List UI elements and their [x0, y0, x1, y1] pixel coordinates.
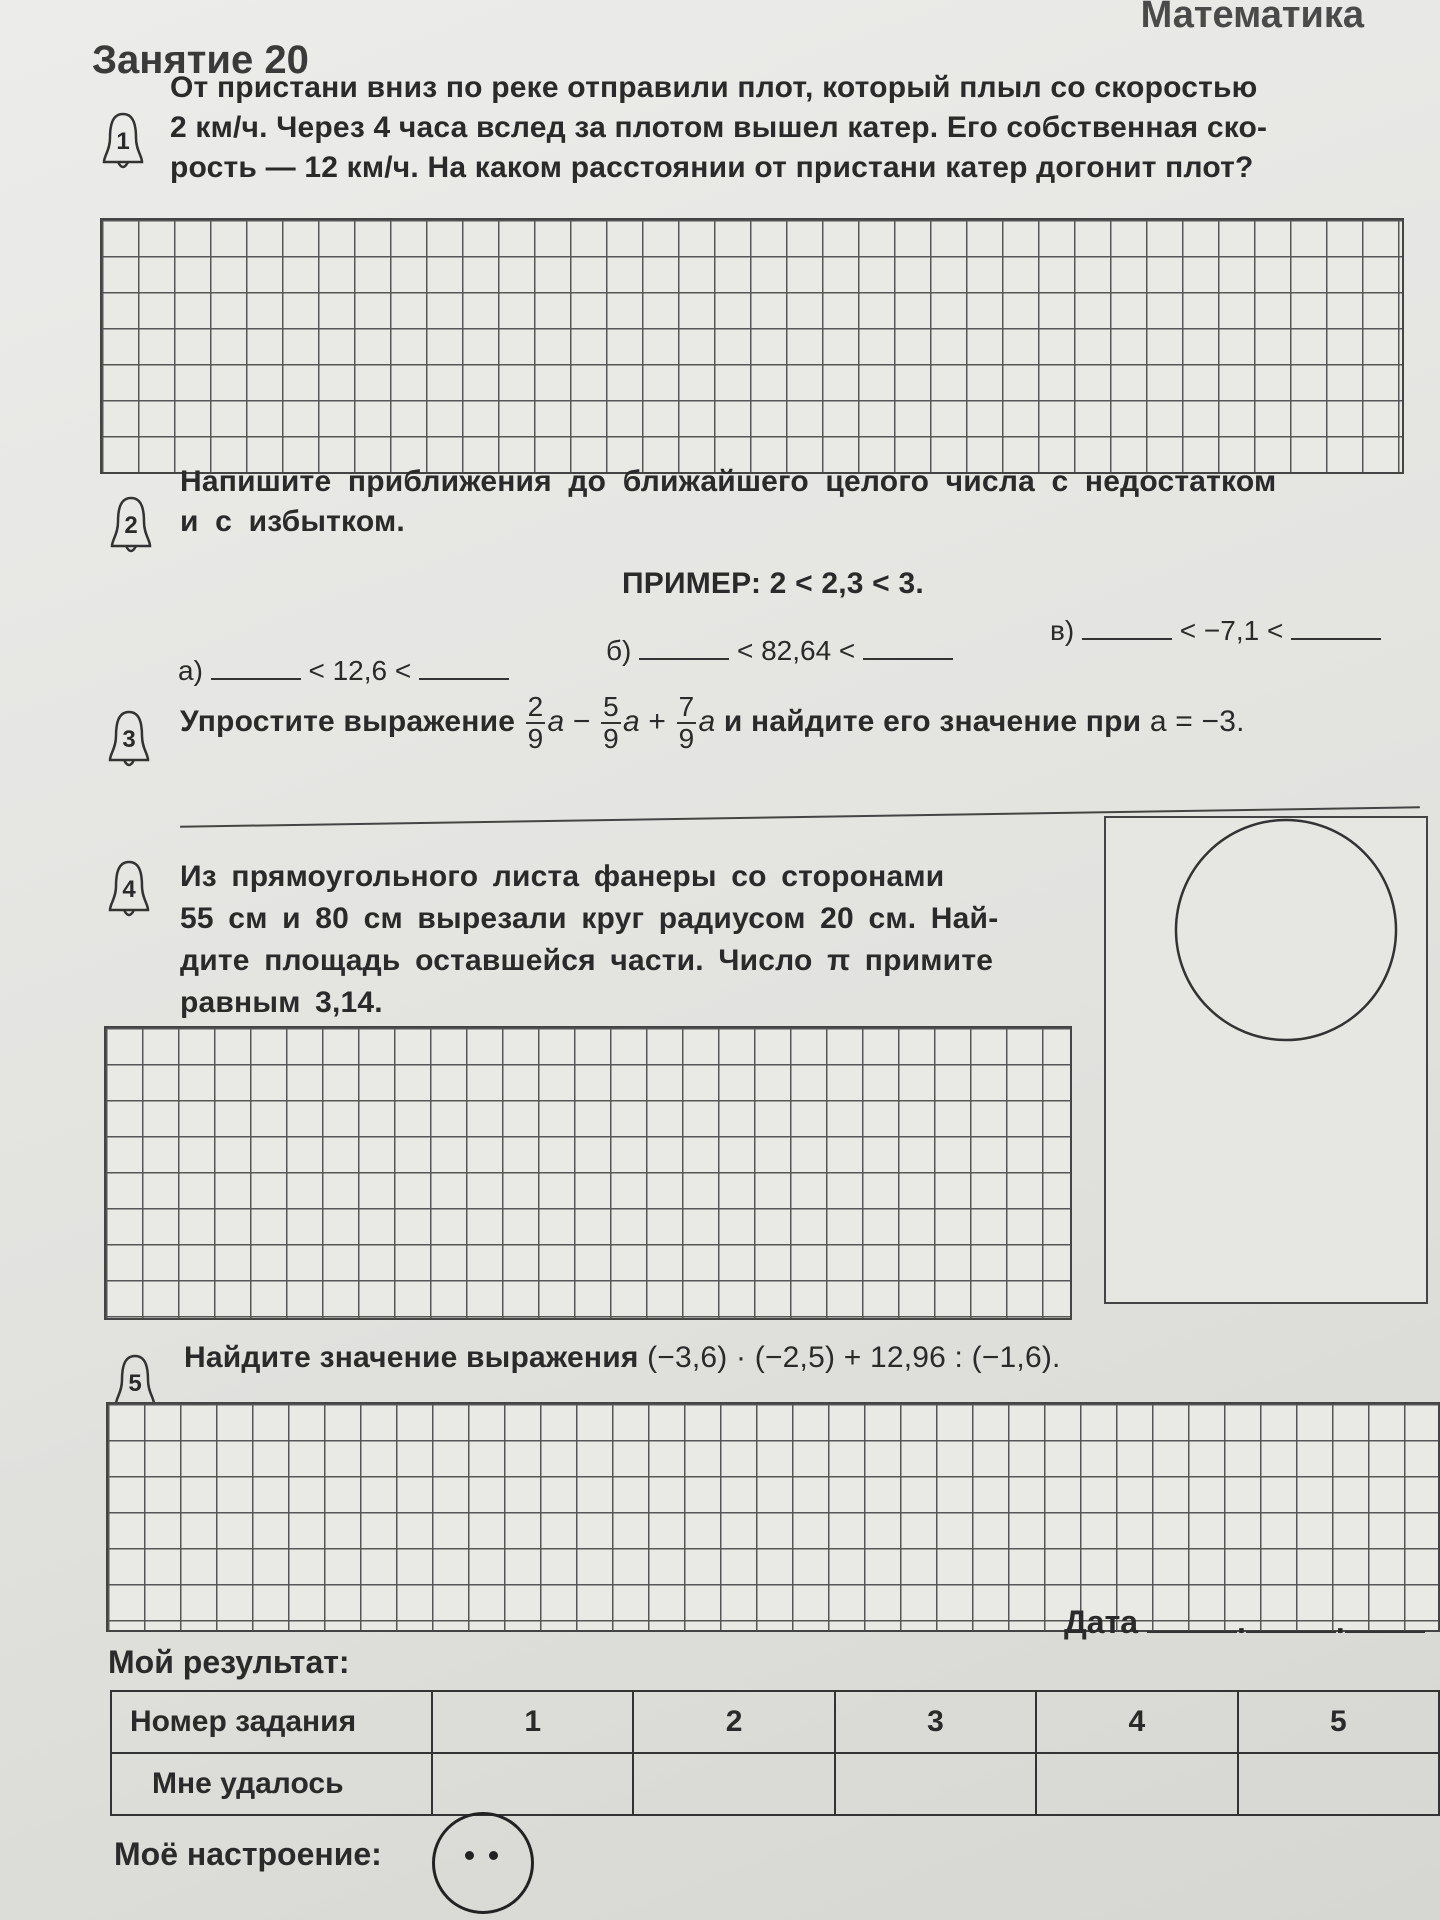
task-number: 4 — [122, 876, 136, 903]
date-label: Дата — [1064, 1604, 1139, 1640]
task-5-text — [184, 1338, 1061, 1378]
task-number: 5 — [128, 1370, 142, 1397]
row-header: Мне удалось — [111, 1753, 432, 1815]
result-title: Мой результат: — [108, 1644, 350, 1680]
plywood-figure — [1104, 816, 1428, 1304]
task-4-line: Из прямоугольного листа фанеры со сторонами — [180, 860, 945, 893]
column-number: 1 — [432, 1691, 633, 1753]
task-number-badge-1 — [100, 110, 146, 172]
blank-field[interactable] — [211, 652, 301, 680]
lesson-title: Занятие 20 — [92, 38, 309, 82]
task-4-line: 55 см и 80 см вырезали круг радиусом 20 см. Най- — [180, 902, 999, 935]
operator: + — [648, 704, 667, 738]
blank-field[interactable] — [1082, 612, 1172, 640]
task-2c — [1050, 612, 1381, 647]
item-label: в) — [1050, 615, 1075, 646]
task-3-text — [180, 692, 1245, 754]
column-number: 5 — [1238, 1691, 1439, 1753]
eye-icon — [489, 1851, 498, 1860]
task-3-suffix: и найдите его значение при — [723, 704, 1142, 738]
task-3-prefix: Упростите выражение — [180, 704, 516, 738]
date-day-field[interactable] — [1147, 1605, 1237, 1633]
date-separator: . — [1236, 1604, 1246, 1640]
result-cell[interactable] — [633, 1753, 834, 1815]
item-label: б) — [606, 635, 632, 666]
task-2-line: и с избытком. — [180, 505, 405, 538]
cut-circle — [1176, 820, 1396, 1040]
blank-field[interactable] — [419, 652, 509, 680]
task-2-line: Напишите приближения до ближайшего целого числа с недостатком — [180, 465, 1277, 498]
task-3-value: a = −3. — [1149, 704, 1245, 738]
task-1-text — [170, 68, 1420, 188]
item-expression: < 82,64 < — [736, 635, 856, 666]
blank-field[interactable] — [863, 632, 953, 660]
table-row — [111, 1691, 1439, 1753]
item-expression: < 12,6 < — [308, 655, 412, 686]
answer-grid-4[interactable] — [104, 1026, 1072, 1320]
result-cell[interactable] — [1238, 1753, 1439, 1815]
task-4-line: дите площадь оставшейся части. Число π примите — [180, 944, 994, 977]
variable: a — [622, 704, 640, 738]
answer-grid-1[interactable] — [100, 218, 1404, 474]
result-table — [110, 1690, 1440, 1816]
task-number: 3 — [122, 726, 136, 753]
task-2-text — [180, 462, 1420, 542]
task-number-badge-4 — [106, 858, 152, 920]
row-header: Номер задания — [111, 1691, 432, 1753]
date-year-field[interactable] — [1345, 1605, 1425, 1633]
operator: − — [572, 704, 591, 738]
answer-grid-5[interactable] — [106, 1402, 1440, 1632]
fraction: $\frac{7}{9}$ — [678, 691, 695, 754]
result-cell[interactable] — [432, 1753, 633, 1815]
task-4-text — [180, 856, 1060, 1024]
task-1-line: От пристани вниз по реке отправили плот, который плыл со скоростью — [170, 71, 1258, 104]
task-2b — [606, 632, 953, 667]
blank-field[interactable] — [639, 632, 729, 660]
task-number-badge-3 — [106, 708, 152, 770]
date-separator: . — [1335, 1604, 1345, 1640]
circle-drawing — [1106, 818, 1426, 1302]
fraction: $\frac{2}{9}$ — [527, 691, 544, 754]
task-5-prefix: Найдите значение выражения — [184, 1341, 639, 1374]
example-line: ПРИМЕР: 2 < 2,3 < 3. — [622, 567, 924, 600]
column-number: 4 — [1036, 1691, 1237, 1753]
task-5-expression: (−3,6) · (−2,5) + 12,96 : (−1,6). — [647, 1341, 1061, 1374]
eye-icon — [465, 1851, 474, 1860]
item-expression: < −7,1 < — [1179, 615, 1284, 646]
result-cell[interactable] — [835, 1753, 1036, 1815]
column-number: 3 — [835, 1691, 1036, 1753]
task-1-line: рость — 12 км/ч. На каком расстоянии от пристани катер догонит плот? — [170, 151, 1254, 184]
column-number: 2 — [633, 1691, 834, 1753]
table-row — [111, 1753, 1439, 1815]
task-number-badge-2 — [108, 494, 154, 556]
variable: a — [698, 704, 716, 738]
task-number: 2 — [124, 512, 138, 539]
fraction: $\frac{5}{9}$ — [603, 691, 619, 754]
date-month-field[interactable] — [1246, 1605, 1336, 1633]
mood-label: Моё настроение: — [114, 1836, 382, 1872]
task-1-line: 2 км/ч. Через 4 часа вслед за плотом вышел катер. Его собственная ско- — [170, 111, 1268, 144]
blank-field[interactable] — [1291, 612, 1381, 640]
variable: a — [547, 704, 565, 738]
date-row — [1064, 1604, 1425, 1641]
task-number: 1 — [116, 128, 130, 155]
task-4-line: равным 3,14. — [180, 986, 383, 1019]
result-cell[interactable] — [1036, 1753, 1237, 1815]
mood-face[interactable] — [432, 1812, 534, 1914]
subject-title: Математика — [1140, 0, 1364, 36]
task-2a — [178, 652, 509, 687]
item-label: а) — [178, 655, 203, 686]
